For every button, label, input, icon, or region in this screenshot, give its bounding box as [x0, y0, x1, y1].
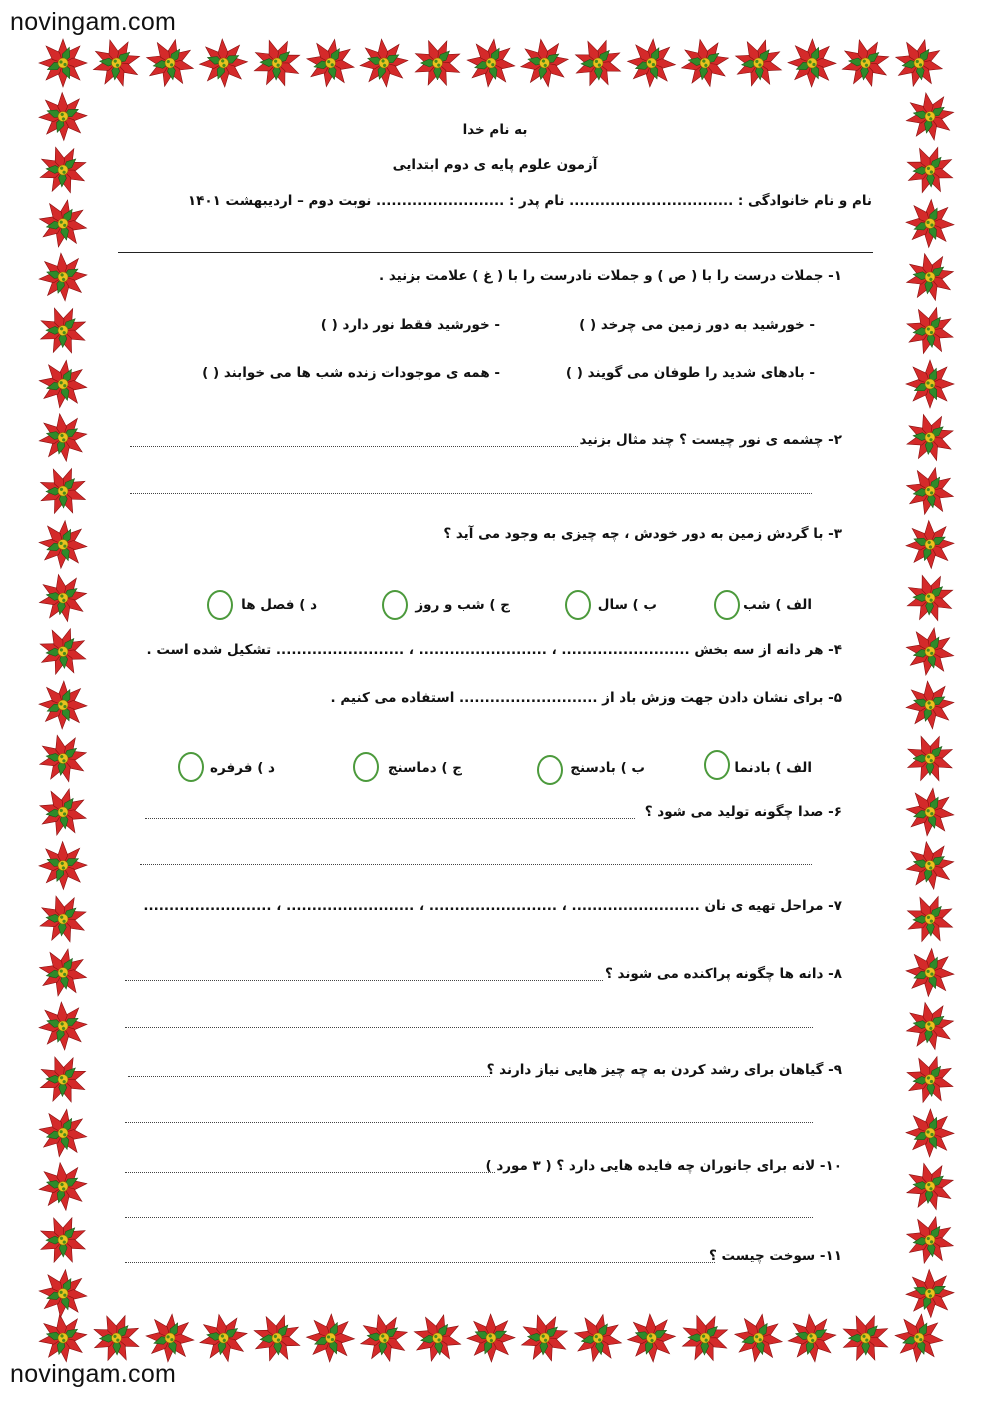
poinsettia-flower	[84, 38, 149, 96]
q5-option-a: الف ) بادنما	[734, 760, 812, 776]
q5-option-c: ج ) دماسنج	[387, 760, 462, 776]
poinsettia-flower	[38, 404, 97, 471]
q5-option-d: د ) فرفره	[210, 760, 275, 776]
poinsettia-flower	[38, 299, 95, 362]
poinsettia-flower	[899, 888, 955, 950]
poinsettia-flower	[38, 195, 91, 251]
poinsettia-flower	[38, 1048, 95, 1112]
q1-item-3: - بادهای شدید را طوفان می گویند ( )	[565, 365, 815, 381]
poinsettia-flower	[903, 785, 955, 838]
poinsettia-flower	[144, 1312, 196, 1363]
q1-item-4: - همه ی موجودات زنده شب ها می خوابند ( )	[202, 365, 500, 381]
poinsettia-flower	[729, 38, 789, 93]
option-circle[interactable]	[537, 755, 563, 785]
poinsettia-flower	[834, 1307, 896, 1363]
poinsettia-flower	[39, 39, 87, 87]
q5-option-b: ب ) بادسنج	[570, 760, 645, 776]
watermark-bottom: novingam.com	[10, 1360, 177, 1388]
option-circle[interactable]	[353, 752, 379, 782]
option-circle[interactable]	[565, 590, 591, 620]
poinsettia-flower	[899, 727, 955, 790]
answer-line[interactable]	[130, 493, 812, 494]
poinsettia-flower	[905, 198, 955, 248]
poinsettia-flower	[38, 992, 97, 1060]
poinsettia-flower	[406, 38, 469, 94]
answer-line[interactable]	[130, 446, 578, 447]
poinsettia-flower	[833, 38, 899, 96]
poinsettia-flower	[673, 1306, 737, 1363]
poinsettia-flower	[898, 566, 955, 630]
poinsettia-flower	[38, 138, 95, 203]
poinsettia-flower	[38, 680, 88, 730]
poinsettia-flower	[38, 621, 93, 681]
poinsettia-flower	[896, 511, 955, 579]
poinsettia-flower	[85, 1307, 147, 1363]
poinsettia-flower	[38, 783, 92, 842]
answer-line[interactable]	[125, 1027, 813, 1028]
poinsettia-flower	[247, 1308, 307, 1363]
poinsettia-flower	[408, 1309, 467, 1363]
poinsettia-flower	[38, 460, 94, 522]
poinsettia-flower	[190, 38, 258, 97]
poinsettia-flower	[38, 1106, 90, 1161]
poinsettia-flower	[788, 39, 837, 88]
poinsettia-flower	[890, 38, 948, 92]
poinsettia-flower	[906, 1109, 955, 1158]
poinsettia-flower	[618, 1304, 686, 1363]
poinsettia-flower	[38, 83, 97, 151]
q3-option-b: ب ) سال	[597, 597, 657, 613]
q1-item-1: - خورشید به دور زمین می چرخد ( )	[579, 317, 815, 333]
poinsettia-flower	[900, 301, 955, 360]
header-divider	[118, 252, 873, 253]
poinsettia-flower	[38, 1209, 94, 1271]
poinsettia-flower	[457, 1304, 525, 1363]
question-7: ۷- مراحل تهیه ی نان ......................... ، ......................... ، ......................... ، .........................	[143, 898, 842, 914]
question-4: ۴- هر دانه از سه بخش ......................... ، ......................... ، ......................... تشکیل شده است .	[146, 642, 842, 658]
question-1: ۱- جملات درست را با ( ص ) و جملات نادرست را با ( غ ) علامت بزنید .	[379, 268, 842, 284]
poinsettia-flower	[906, 360, 954, 408]
poinsettia-flower	[731, 1311, 786, 1363]
watermark-top: novingam.com	[10, 8, 177, 36]
question-10: ۱۰- لانه برای جانوران چه فایده هایی دارد ؟ ( ۳ مورد )	[485, 1158, 842, 1174]
poinsettia-flower	[306, 1313, 356, 1363]
exam-title: آزمون علوم پایه ی دوم ابتدایی	[392, 157, 598, 173]
option-circle[interactable]	[382, 590, 408, 620]
poinsettia-flower	[38, 944, 91, 1001]
poinsettia-flower	[303, 38, 359, 91]
poinsettia-flower	[897, 405, 955, 470]
answer-line[interactable]	[125, 980, 603, 981]
q3-option-d: د ) فصل ها	[241, 597, 317, 613]
poinsettia-flower	[511, 38, 578, 97]
poinsettia-flower	[896, 1260, 955, 1328]
poinsettia-flower	[245, 38, 309, 95]
poinsettia-flower	[464, 38, 517, 90]
question-5: ۵- برای نشان دادن جهت وزش باد از ........................... استفاده می کنیم .	[330, 690, 842, 706]
option-circle[interactable]	[178, 752, 204, 782]
answer-line[interactable]	[125, 1172, 495, 1173]
answer-line[interactable]	[145, 818, 635, 819]
question-11: ۱۱- سوخت چیست ؟	[708, 1248, 842, 1264]
poinsettia-flower	[38, 1304, 97, 1363]
poinsettia-flower	[570, 1310, 627, 1363]
poinsettia-flower	[899, 139, 955, 200]
option-circle[interactable]	[704, 750, 730, 780]
poinsettia-flower	[902, 624, 955, 680]
poinsettia-flower	[350, 38, 418, 97]
question-2: ۲- چشمه ی نور چیست ؟ چند مثال بزنید	[579, 432, 842, 448]
question-8: ۸- دانه ها چگونه پراکنده می شوند ؟	[605, 966, 842, 982]
poinsettia-flower	[351, 1305, 417, 1363]
poinsettia-flower	[38, 887, 95, 952]
answer-line[interactable]	[128, 1076, 490, 1077]
poinsettia-flower	[38, 726, 96, 792]
poinsettia-flower	[896, 671, 955, 739]
basmala: به نام خدا	[462, 122, 528, 138]
poinsettia-flower	[897, 244, 955, 310]
poinsettia-flower	[897, 83, 955, 150]
poinsettia-flower	[567, 38, 629, 94]
question-9: ۹- گیاهان برای رشد کردن به چه چیز هایی نیاز دارند ؟	[486, 1062, 842, 1078]
poinsettia-flower	[626, 38, 677, 89]
poinsettia-flower	[672, 38, 738, 96]
poinsettia-flower	[141, 38, 199, 92]
question-3: ۳- با گردش زمین به دور خودش ، چه چیزی به وجود می آید ؟	[443, 526, 842, 542]
poinsettia-flower	[512, 1306, 577, 1363]
option-circle[interactable]	[714, 590, 740, 620]
poinsettia-flower	[893, 1312, 946, 1363]
option-circle[interactable]	[207, 590, 233, 620]
poinsettia-flower	[778, 1304, 845, 1363]
poinsettia-flower	[38, 1267, 89, 1320]
poinsettia-flower	[897, 993, 955, 1059]
poinsettia-flower	[904, 947, 955, 998]
poinsettia-flower	[897, 1154, 955, 1220]
answer-line[interactable]	[125, 1217, 813, 1218]
poinsettia-flower	[901, 462, 955, 520]
poinsettia-flower	[901, 1211, 955, 1269]
poinsettia-flower	[38, 565, 96, 632]
answer-line[interactable]	[125, 1262, 715, 1263]
poinsettia-flower	[38, 357, 90, 411]
q1-item-2: - خورشید فقط نور دارد ( )	[320, 317, 500, 333]
student-info-line: نام و نام خانوادگی : ................................ نام پدر : ......................... نوبت دوم – اردیبهشت ۱۴۰۱	[187, 193, 872, 209]
answer-line[interactable]	[140, 864, 812, 865]
poinsettia-flower	[900, 1050, 955, 1110]
poinsettia-flower	[38, 1153, 97, 1220]
poinsettia-flower	[896, 832, 955, 899]
poinsettia-flower	[38, 832, 97, 900]
poinsettia-flower	[38, 243, 97, 311]
poinsettia-flower	[38, 518, 89, 570]
exam-sheet	[100, 100, 890, 1300]
answer-line[interactable]	[125, 1122, 813, 1123]
q3-option-c: ج ) شب و روز	[415, 597, 510, 613]
question-6: ۶- صدا چگونه تولید می شود ؟	[644, 804, 842, 820]
q3-option-a: الف ) شب	[743, 597, 812, 613]
poinsettia-flower	[190, 1305, 257, 1363]
